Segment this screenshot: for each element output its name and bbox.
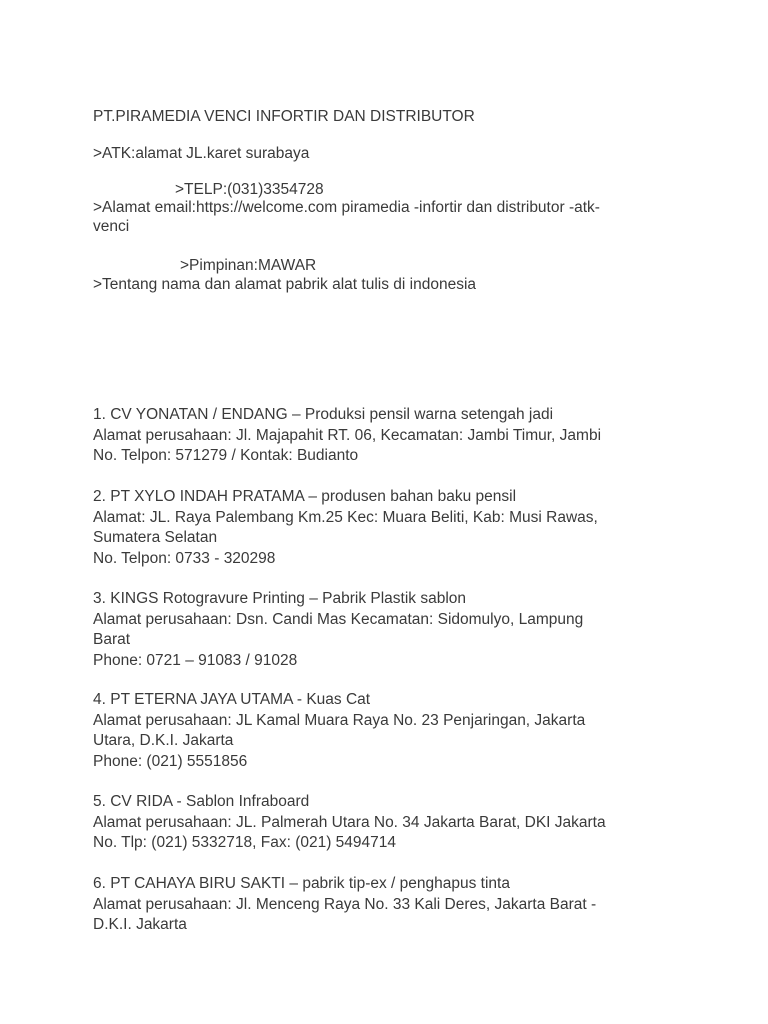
leader-line: >Pimpinan:MAWAR [180, 257, 317, 274]
entry-address: Alamat perusahaan: Jl. Majapahit RT. 06, Kecamatan: Jambi Timur, Jambi [93, 426, 602, 444]
entry-address-continued: Sumatera Selatan [93, 529, 218, 546]
entry-address-continued: D.K.I. Jakarta [93, 916, 187, 933]
document-title: PT.PIRAMEDIA VENCI INFORTIR DAN DISTRIBUTOR [93, 108, 475, 125]
entry-phone: No. Tlp: (021) 5332718, Fax: (021) 5494714 [93, 834, 397, 851]
email-line-continued: venci [93, 218, 130, 235]
entry-phone: Phone: (021) 5551856 [93, 752, 248, 770]
entry-address: Alamat: JL. Raya Palembang Km.25 Kec: Muara Beliti, Kab: Musi Rawas, [93, 508, 598, 526]
factory-entry-1 [93, 405, 601, 467]
telephone-line: >TELP:(031)3354728 [175, 181, 324, 198]
factory-entry-4 [93, 690, 585, 772]
entry-phone: No. Telpon: 571279 / Kontak: Budianto [93, 447, 359, 464]
factory-entry-3 [93, 589, 583, 671]
email-line: >Alamat email:https://welcome.com piramedia -infortir dan distributor -atk- [93, 199, 600, 216]
entry-address: Alamat perusahaan: Dsn. Candi Mas Kecamatan: Sidomulyo, Lampung [93, 610, 584, 628]
entry-heading: 2. PT XYLO INDAH PRATAMA – produsen bahan baku pensil [93, 488, 517, 505]
entry-heading: 5. CV RIDA - Sablon Infraboard [93, 793, 310, 810]
factory-entry-6 [93, 874, 596, 936]
entry-address-continued: Utara, D.K.I. Jakarta [93, 732, 234, 749]
entry-phone: No. Telpon: 0733 - 320298 [93, 549, 276, 567]
entry-heading: 4. PT ETERNA JAYA UTAMA - Kuas Cat [93, 691, 371, 708]
entry-address: Alamat perusahaan: JL. Palmerah Utara No. 34 Jakarta Barat, DKI Jakarta [93, 813, 606, 831]
about-line: >Tentang nama dan alamat pabrik alat tulis di indonesia [93, 276, 477, 293]
entry-heading: 6. PT CAHAYA BIRU SAKTI – pabrik tip-ex / penghapus tinta [93, 875, 510, 892]
entry-heading: 1. CV YONATAN / ENDANG – Produksi pensil warna setengah jadi [93, 406, 554, 423]
entry-heading: 3. KINGS Rotogravure Printing – Pabrik Plastik sablon [93, 590, 467, 607]
entry-address-continued: Barat [93, 631, 131, 648]
factory-entry-2 [93, 487, 598, 569]
atk-address-line: >ATK:alamat JL.karet surabaya [93, 145, 310, 162]
entry-address: Alamat perusahaan: JL Kamal Muara Raya No. 23 Penjaringan, Jakarta [93, 711, 586, 729]
factory-entry-5 [93, 792, 606, 854]
entry-address: Alamat perusahaan: Jl. Menceng Raya No. 33 Kali Deres, Jakarta Barat - [93, 895, 597, 913]
entry-phone: Phone: 0721 – 91083 / 91028 [93, 651, 298, 669]
